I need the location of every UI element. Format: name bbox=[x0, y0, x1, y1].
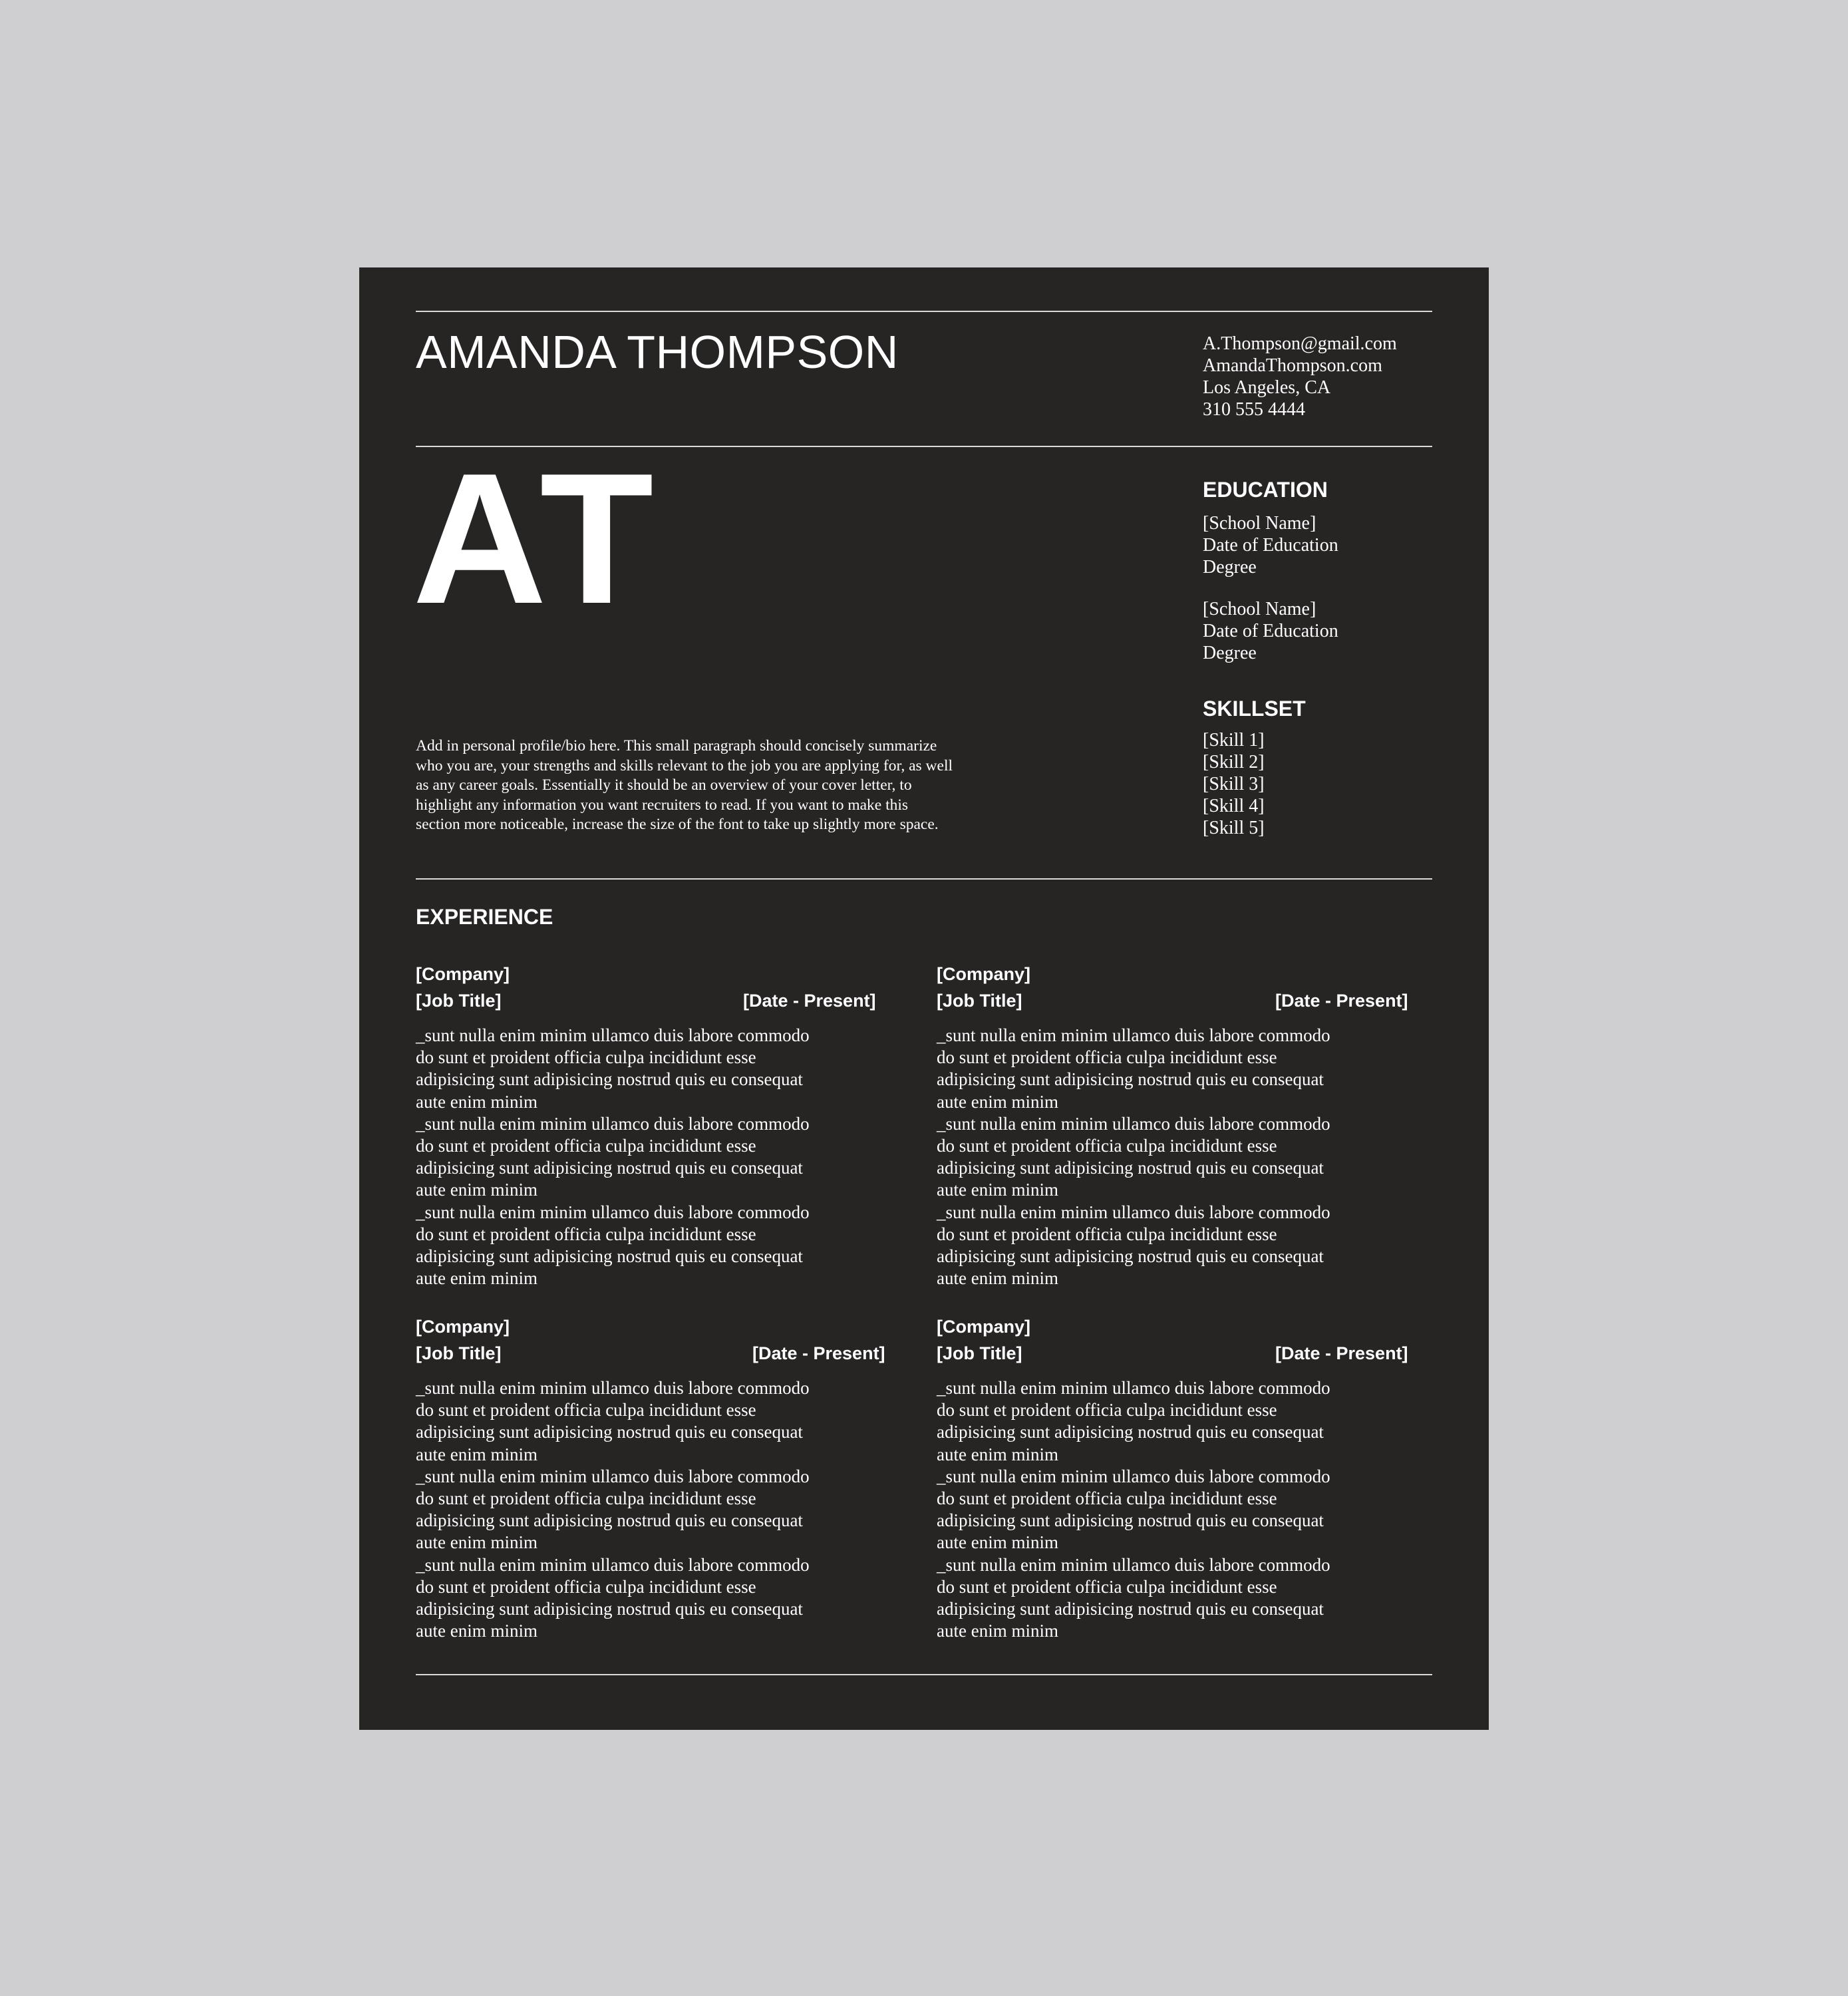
job-line: _sunt nulla enim minim ullamco duis labore commodo bbox=[937, 1466, 1330, 1486]
job-line: do sunt et proident officia culpa incididunt esse bbox=[937, 1488, 1277, 1509]
job-line: adipisicing sunt adipisicing nostrud quis eu consequat bbox=[416, 1510, 803, 1531]
job-line: do sunt et proident officia culpa incididunt esse bbox=[937, 1224, 1277, 1244]
job-line: _sunt nulla enim minim ullamco duis labore commodo bbox=[937, 1025, 1330, 1045]
job-line: aute enim minim bbox=[416, 1621, 538, 1641]
job-entry bbox=[416, 961, 908, 1289]
job-line: adipisicing sunt adipisicing nostrud quis eu consequat bbox=[937, 1599, 1324, 1619]
job-line: do sunt et proident officia culpa incididunt esse bbox=[416, 1224, 756, 1244]
job-line: aute enim minim bbox=[416, 1268, 538, 1289]
education-entry bbox=[1203, 598, 1338, 664]
job-date: [Date - Present] bbox=[752, 1343, 885, 1363]
skill-item: [Skill 3] bbox=[1203, 774, 1265, 794]
job-line: adipisicing sunt adipisicing nostrud quis eu consequat bbox=[416, 1599, 803, 1619]
job-company: [Company] bbox=[937, 1317, 1030, 1337]
job-line: aute enim minim bbox=[937, 1621, 1058, 1641]
job-line: do sunt et proident officia culpa incididunt esse bbox=[416, 1047, 756, 1068]
job-company: [Company] bbox=[416, 964, 510, 984]
job-entry bbox=[937, 961, 1429, 1289]
school-name: [School Name] bbox=[1203, 599, 1316, 619]
job-title-row bbox=[937, 1340, 1429, 1367]
job-line: _sunt nulla enim minim ullamco duis labore commodo bbox=[416, 1554, 810, 1575]
job-line: adipisicing sunt adipisicing nostrud quis eu consequat bbox=[937, 1510, 1324, 1531]
job-title: [Job Title] bbox=[416, 991, 502, 1011]
education-heading: EDUCATION bbox=[1203, 478, 1328, 502]
job-line: _sunt nulla enim minim ullamco duis labore commodo bbox=[937, 1202, 1330, 1222]
skill-item: [Skill 5] bbox=[1203, 818, 1265, 838]
job-line: aute enim minim bbox=[937, 1444, 1058, 1464]
job-line: adipisicing sunt adipisicing nostrud quis eu consequat bbox=[937, 1422, 1324, 1442]
job-entry bbox=[937, 1313, 1429, 1642]
education-degree: Degree bbox=[1203, 643, 1257, 663]
job-line: aute enim minim bbox=[416, 1444, 538, 1464]
resume-sheet bbox=[359, 267, 1489, 1730]
job-line: _sunt nulla enim minim ullamco duis labore commodo bbox=[937, 1378, 1330, 1398]
job-line: _sunt nulla enim minim ullamco duis labore commodo bbox=[416, 1025, 810, 1045]
job-line: _sunt nulla enim minim ullamco duis labore commodo bbox=[416, 1113, 810, 1134]
job-title: [Job Title] bbox=[416, 1343, 502, 1363]
bio-line: Add in personal profile/bio here. This small paragraph should concisely summarize bbox=[416, 737, 937, 754]
job-line: adipisicing sunt adipisicing nostrud quis eu consequat bbox=[937, 1069, 1324, 1090]
skill-list bbox=[1203, 729, 1265, 839]
job-line: do sunt et proident officia culpa incididunt esse bbox=[416, 1400, 756, 1420]
job-title: [Job Title] bbox=[937, 991, 1022, 1011]
job-line: do sunt et proident officia culpa incididunt esse bbox=[937, 1136, 1277, 1156]
job-line: do sunt et proident officia culpa incididunt esse bbox=[416, 1576, 756, 1597]
job-line: do sunt et proident officia culpa incididunt esse bbox=[937, 1047, 1277, 1068]
job-line: _sunt nulla enim minim ullamco duis labore commodo bbox=[416, 1466, 810, 1486]
job-description bbox=[937, 1377, 1429, 1642]
job-line: aute enim minim bbox=[937, 1180, 1058, 1200]
job-line: aute enim minim bbox=[416, 1532, 538, 1553]
bio-line: section more noticeable, increase the size of the font to take up slightly more space. bbox=[416, 816, 939, 833]
bottom-divider bbox=[416, 1674, 1432, 1675]
job-title-row bbox=[937, 987, 1429, 1014]
job-line: adipisicing sunt adipisicing nostrud quis eu consequat bbox=[416, 1422, 803, 1442]
job-line: do sunt et proident officia culpa incididunt esse bbox=[937, 1576, 1277, 1597]
job-company: [Company] bbox=[937, 964, 1030, 984]
job-line: do sunt et proident officia culpa incididunt esse bbox=[937, 1400, 1277, 1420]
job-line: _sunt nulla enim minim ullamco duis labore commodo bbox=[416, 1202, 810, 1222]
job-title-row bbox=[416, 987, 908, 1014]
job-entry bbox=[416, 1313, 908, 1642]
job-line: adipisicing sunt adipisicing nostrud quis eu consequat bbox=[937, 1246, 1324, 1267]
job-line: _sunt nulla enim minim ullamco duis labore commodo bbox=[937, 1113, 1330, 1134]
contact-phone: 310 555 4444 bbox=[1203, 399, 1305, 420]
job-line: adipisicing sunt adipisicing nostrud quis eu consequat bbox=[416, 1158, 803, 1178]
job-title-row bbox=[416, 1340, 908, 1367]
skill-item: [Skill 4] bbox=[1203, 796, 1265, 816]
job-description bbox=[416, 1377, 908, 1642]
job-company: [Company] bbox=[416, 1317, 510, 1337]
skill-item: [Skill 2] bbox=[1203, 752, 1265, 772]
job-line: aute enim minim bbox=[416, 1091, 538, 1112]
job-line: adipisicing sunt adipisicing nostrud quis eu consequat bbox=[937, 1158, 1324, 1178]
job-line: aute enim minim bbox=[416, 1180, 538, 1200]
job-date: [Date - Present] bbox=[743, 991, 876, 1011]
job-description bbox=[937, 1025, 1429, 1289]
applicant-name: AMANDA THOMPSON bbox=[416, 326, 899, 378]
job-line: _sunt nulla enim minim ullamco duis labore commodo bbox=[937, 1554, 1330, 1575]
job-line: do sunt et proident officia culpa incididunt esse bbox=[416, 1136, 756, 1156]
education-date: Date of Education bbox=[1203, 535, 1338, 556]
monogram: AT bbox=[412, 435, 661, 643]
contact-block bbox=[1203, 333, 1397, 420]
job-title: [Job Title] bbox=[937, 1343, 1022, 1363]
school-name: [School Name] bbox=[1203, 513, 1316, 534]
bio-line: who you are, your strengths and skills relevant to the job you are applying for, as well bbox=[416, 756, 953, 774]
education-date: Date of Education bbox=[1203, 621, 1338, 641]
skillset-heading: SKILLSET bbox=[1203, 697, 1306, 721]
job-date: [Date - Present] bbox=[1275, 991, 1408, 1011]
bio-line: highlight any information you want recruiters to read. If you want to make this bbox=[416, 796, 909, 814]
education-degree: Degree bbox=[1203, 557, 1257, 578]
job-line: aute enim minim bbox=[937, 1532, 1058, 1553]
bio-line: as any career goals. Essentially it should be an overview of your cover letter, to bbox=[416, 776, 912, 794]
job-line: aute enim minim bbox=[937, 1268, 1058, 1289]
job-line: adipisicing sunt adipisicing nostrud quis eu consequat bbox=[416, 1246, 803, 1267]
job-description bbox=[416, 1025, 908, 1289]
experience-heading: EXPERIENCE bbox=[416, 905, 553, 929]
job-date: [Date - Present] bbox=[1275, 1343, 1408, 1363]
profile-bio bbox=[416, 737, 1074, 835]
education-entry bbox=[1203, 512, 1338, 578]
contact-location: Los Angeles, CA bbox=[1203, 377, 1331, 398]
section-divider bbox=[416, 878, 1432, 880]
contact-website: AmandaThompson.com bbox=[1203, 355, 1382, 376]
skill-item: [Skill 1] bbox=[1203, 730, 1265, 750]
job-line: adipisicing sunt adipisicing nostrud quis eu consequat bbox=[416, 1069, 803, 1090]
top-divider bbox=[416, 311, 1432, 312]
job-line: do sunt et proident officia culpa incididunt esse bbox=[416, 1488, 756, 1509]
job-line: aute enim minim bbox=[937, 1091, 1058, 1112]
job-line: _sunt nulla enim minim ullamco duis labore commodo bbox=[416, 1378, 810, 1398]
contact-email: A.Thompson@gmail.com bbox=[1203, 333, 1397, 354]
